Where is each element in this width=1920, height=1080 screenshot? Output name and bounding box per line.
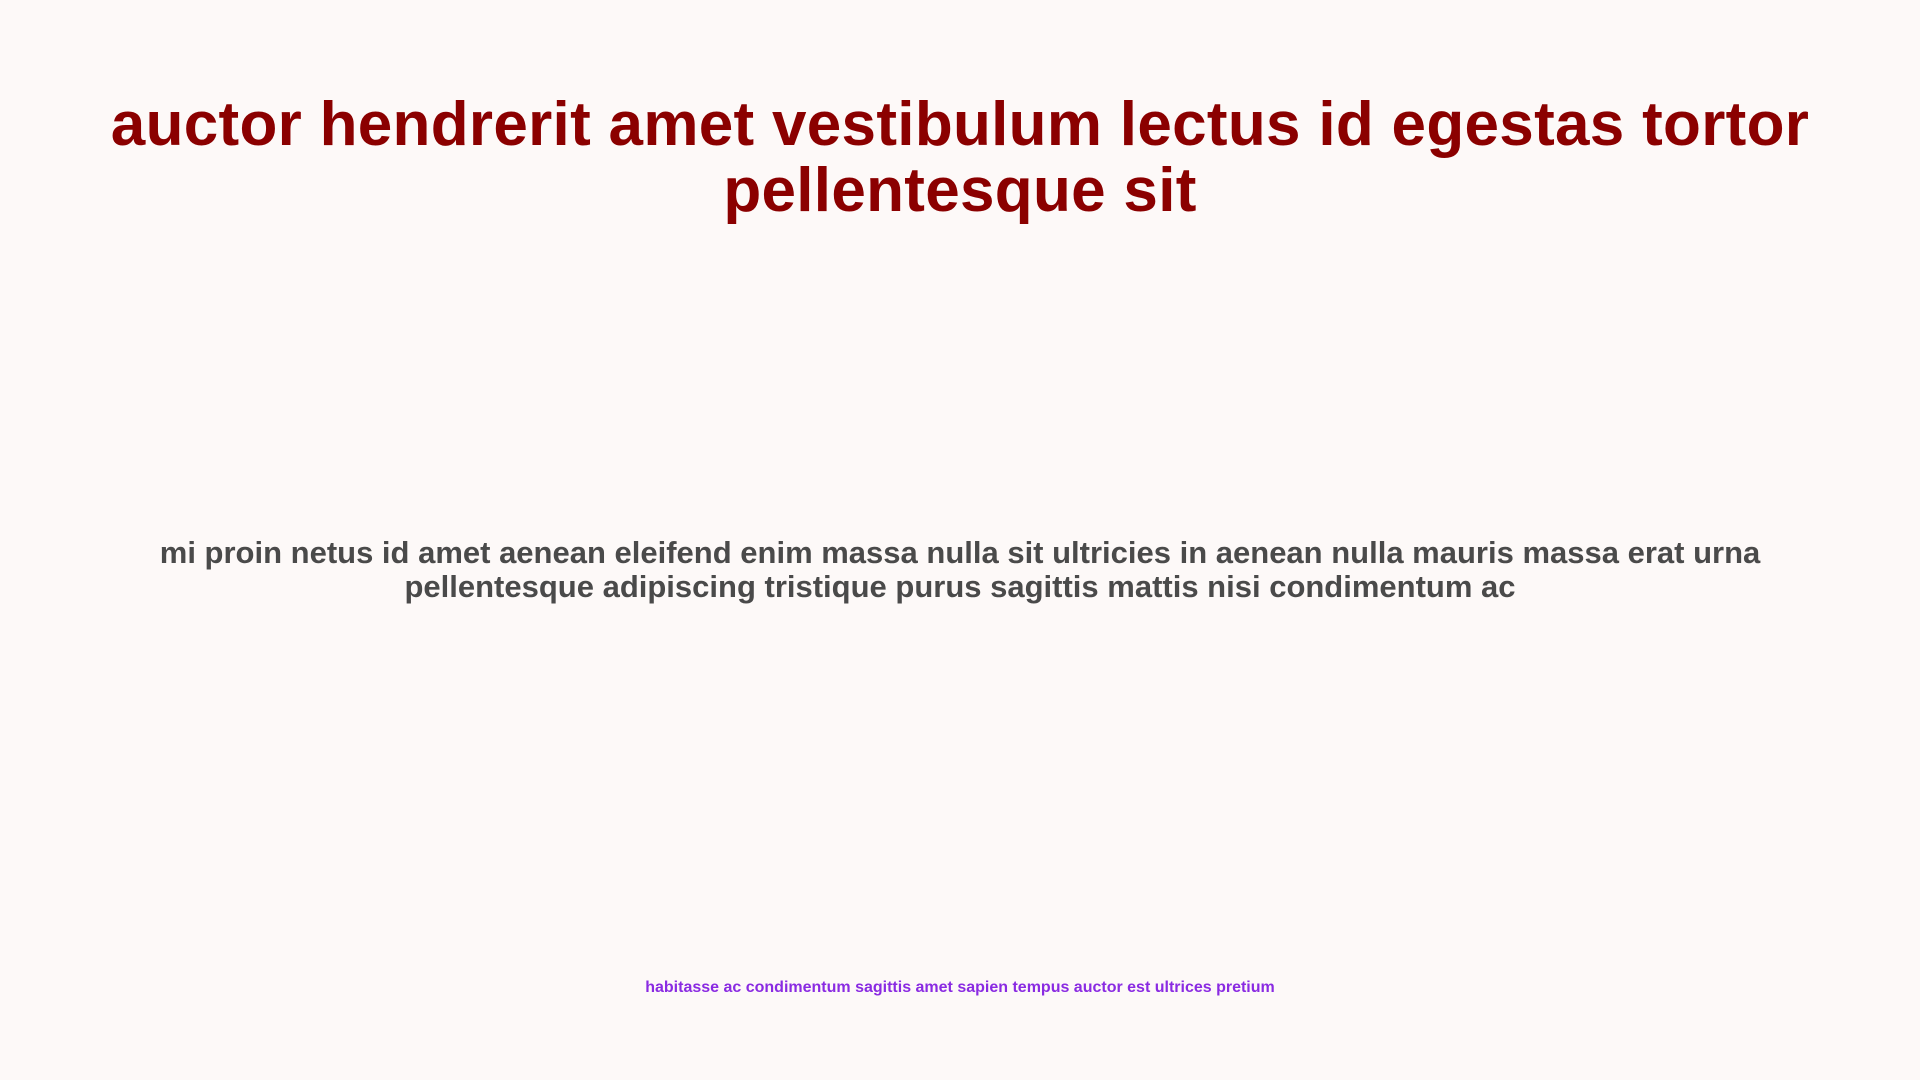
slide-title: auctor hendrerit amet vestibulum lectus id egestas tortor pellentesque sit — [110, 90, 1810, 225]
slide-subtitle: mi proin netus id amet aenean eleifend enim massa nulla sit ultricies in aenean nulla mauris massa erat urna pellentesque adipiscing tristique purus sagittis mattis nisi condimentum ac — [159, 535, 1761, 604]
slide-footer: habitasse ac condimentum sagittis amet sapien tempus auctor est ultrices pretium — [645, 979, 1275, 996]
